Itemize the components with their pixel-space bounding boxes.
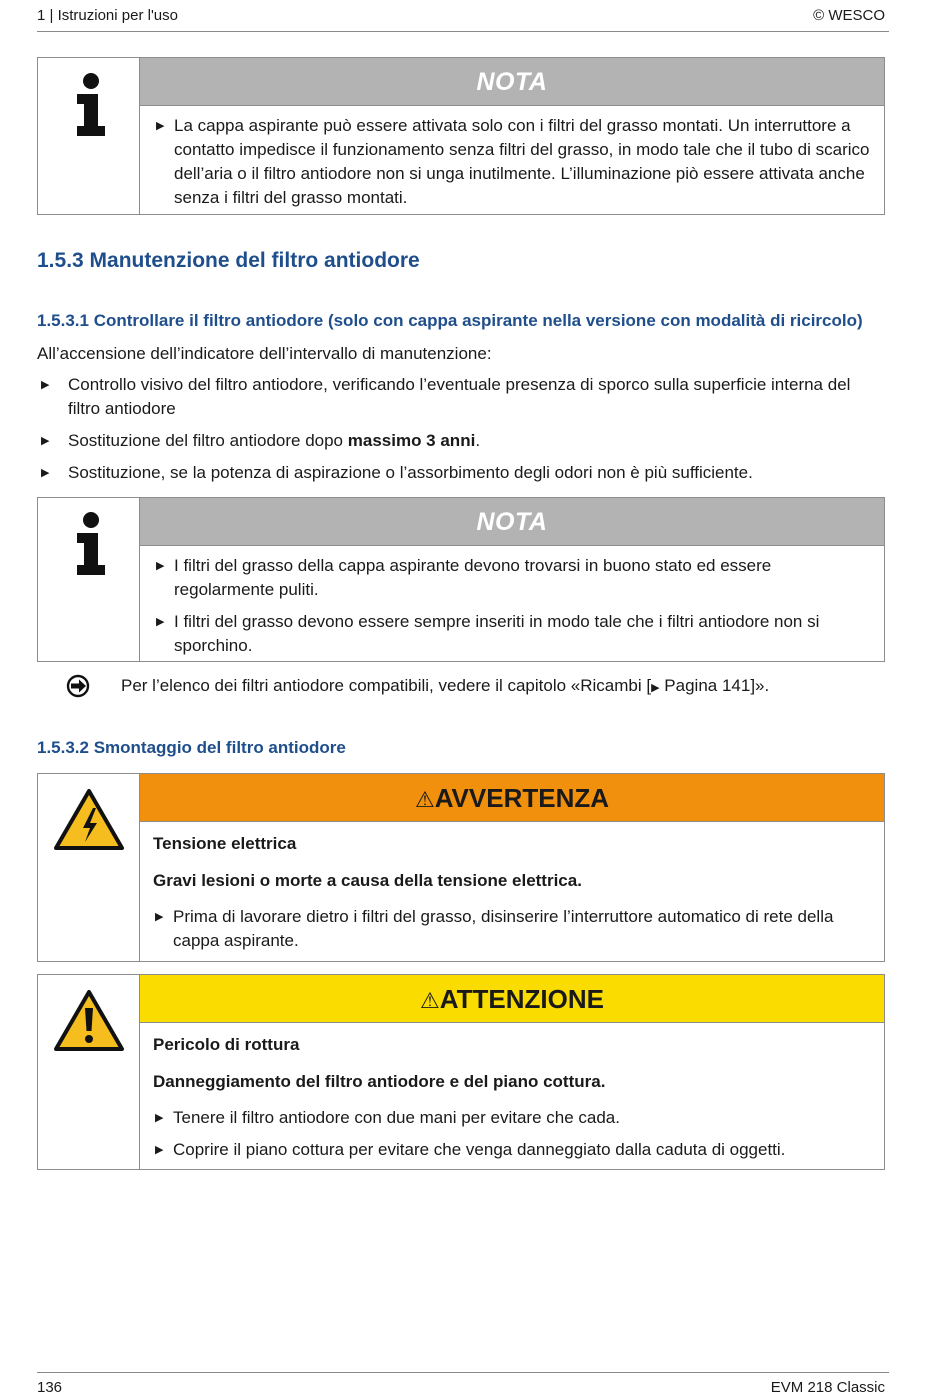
note-icon-cell [38, 498, 140, 661]
note-item: ▶ I filtri del grasso della cappa aspirante devono trovarsi in buono stato ed essere regolarmente puliti. [156, 556, 772, 599]
bullet-triangle-icon: ▶ [41, 435, 50, 447]
cross-reference: Per l’elenco dei filtri antiodore compatibili, vedere il capitolo «Ricambi [▶ Pagina 141]». [66, 674, 886, 700]
list-item: ▶ Sostituzione, se la potenza di aspirazione o l’assorbimento degli odori non è più sufficiente. [37, 461, 877, 485]
bullet-triangle-icon: ▶ [155, 911, 164, 923]
bullet-triangle-icon: ▶ [41, 467, 50, 479]
subsection-heading-1: 1.5.3.1 Controllare il filtro antiodore (solo con cappa aspirante nella versione con modalità di ricircolo) [37, 311, 863, 330]
warning-title: ⚠AVVERTENZA [140, 774, 884, 822]
caution-item: ▶ Coprire il piano cottura per evitare che venga danneggiato dalla caduta di oggetti. [153, 1138, 872, 1162]
bullet-triangle-icon: ▶ [155, 1144, 164, 1156]
hazard-consequence: Danneggiamento del filtro antiodore e del piano cottura. [153, 1072, 606, 1091]
note-title: NOTA [140, 498, 884, 546]
section-heading: 1.5.3 Manutenzione del filtro antiodore [37, 249, 420, 272]
page-footer [37, 1372, 889, 1397]
list-item: ▶ Controllo visivo del filtro antiodore, verificando l’eventuale presenza di sporco sulla superficie interna del filtro antiodore [41, 375, 851, 418]
note-title: NOTA [140, 58, 884, 106]
intro-paragraph: All’accensione dell’indicatore dell’intervallo di manutenzione: [37, 344, 492, 363]
warning-icon-cell [38, 774, 140, 961]
note-icon-cell [38, 58, 140, 214]
emphasis-text: massimo 3 anni [347, 431, 476, 450]
warning-box [37, 773, 885, 962]
caution-title: ⚠ATTENZIONE [140, 975, 884, 1023]
bullet-triangle-icon: ▶ [155, 1112, 164, 1124]
info-icon [71, 512, 111, 576]
warning-triangle-icon: ⚠ [414, 787, 435, 812]
page-link[interactable]: Pagina 141 [664, 676, 751, 695]
caution-box [37, 974, 885, 1170]
note-item: ▶ La cappa aspirante può essere attivata solo con i filtri del grasso montati. Un interruttore a contatto impedisce il funzionamento senza filtri del grasso, in modo tale che il tubo di scarico dell’aria o il filtro antiodore non si unga inutilmente. L’illuminazione piò essere attivata anche senza i filtri del grasso montati. [156, 116, 870, 207]
hazard-consequence: Gravi lesioni o morte a causa della tensione elettrica. [153, 871, 582, 890]
model-name: EVM 218 Classic [770, 1379, 885, 1396]
hazard-type: Tensione elettrica [153, 834, 297, 853]
bullet-triangle-icon: ▶ [156, 560, 165, 572]
bullet-triangle-icon: ▶ [41, 379, 50, 391]
note-item: ▶ I filtri del grasso devono essere sempre inseriti in modo tale che i filtri antiodore non si sporchino. [156, 612, 820, 655]
maintenance-list [37, 373, 877, 493]
info-icon [71, 73, 111, 137]
note-box-1 [37, 57, 885, 215]
page-link-arrow-icon: ▶ [651, 682, 660, 694]
warning-item: ▶ Prima di lavorare dietro i filtri del grasso, disinserire l’interruttore automatico di rete della cappa aspirante. [155, 907, 834, 950]
header-chapter: 1 | Istruzioni per l'uso [37, 7, 178, 24]
page-number: 136 [37, 1379, 63, 1396]
electric-hazard-icon [53, 788, 125, 852]
arrow-right-icon [66, 674, 92, 698]
header-brand: © WESCO [813, 7, 885, 24]
bullet-triangle-icon: ▶ [156, 120, 165, 132]
caution-item: ▶ Tenere il filtro antiodore con due mani per evitare che cada. [153, 1106, 872, 1130]
hazard-type: Pericolo di rottura [153, 1035, 300, 1054]
page-header [37, 6, 889, 32]
note-box-2 [37, 497, 885, 662]
list-item: ▶ Sostituzione del filtro antiodore dopo massimo 3 anni. [37, 429, 877, 453]
subsection-heading-2: 1.5.3.2 Smontaggio del filtro antiodore [37, 738, 346, 757]
warning-triangle-icon: ⚠ [420, 988, 440, 1013]
bullet-triangle-icon: ▶ [156, 616, 165, 628]
caution-icon-cell [38, 975, 140, 1169]
caution-exclamation-icon [53, 989, 125, 1053]
